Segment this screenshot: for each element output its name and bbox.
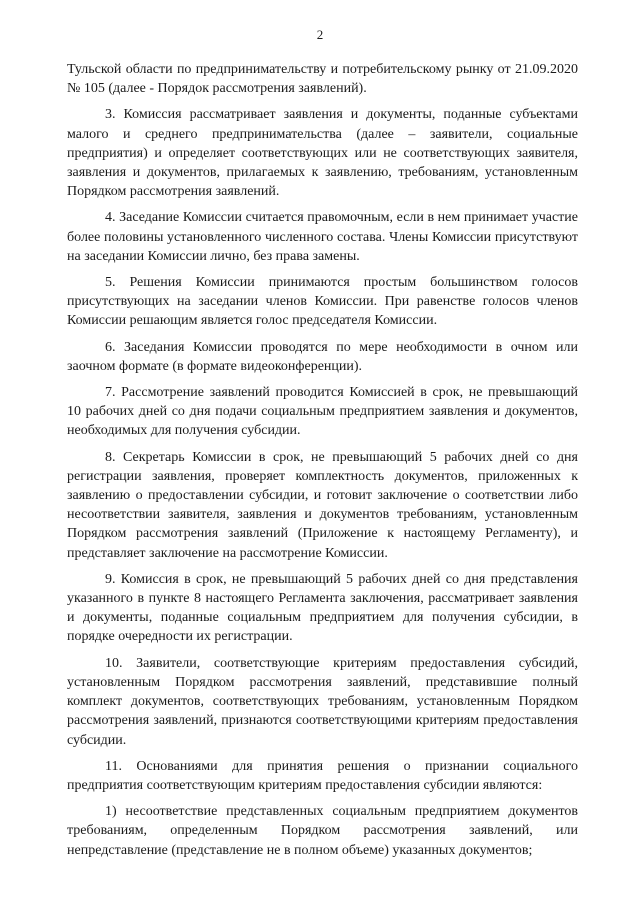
paragraph-7: 7. Рассмотрение заявлений проводится Комиссией в срок, не превышающий 10 рабочих дней со дня подачи социальным предприятием заявления и документов, необходимых для получения субсидии. [67, 385, 578, 439]
page-number: 2 [316, 27, 324, 42]
paragraph-11-item-1: 1) несоответствие представленных социальным предприятием документов требованиям, определенным Порядком рассмотрения заявлений, или непредставление (представление не в полном объеме) указанных документов; [67, 804, 578, 858]
document-body [67, 60, 578, 860]
paragraph-10: 10. Заявители, соответствующие критериям предоставления субсидий, установленным Порядком рассмотрения заявлений, представившие полный комплект документов, соответствующих требованиям, установленным Порядком рассмотрения заявлений, признаются соответствующими критериям предоставления субсидии. [67, 655, 578, 748]
paragraph-8: 8. Секретарь Комиссии в срок, не превышающий 5 рабочих дней со дня регистрации заявления, проверяет комплектность документов, приложенных к заявлению о предоставлении субсидии, и готовит заключение о соответствии либо несоответствии заявителя, заявления и документов требованиям, установленным Порядком рассмотрения заявлений (Приложение к настоящему Регламенту), и представляет заключение на рассмотрение Комиссии. [67, 449, 578, 561]
paragraph-3: 3. Комиссия рассматривает заявления и документы, поданные субъектами малого и среднего предпринимательства (далее – заявители, социальные предприятия) и определяет соответствующих или не соответствующих заявителя, заявления и документов, прилагаемых к заявлению, требованиям, установленным Порядком рассмотрения заявлений. [67, 107, 578, 200]
paragraph-continuation: Тульской области по предпринимательству и потребительскому рынку от 21.09.2020 № 105 (далее - Порядок рассмотрения заявлений). [67, 62, 578, 97]
paragraph-11: 11. Основаниями для принятия решения о признании социального предприятия соответствующим критериям предоставления субсидии являются: [67, 758, 578, 793]
paragraph-6: 6. Заседания Комиссии проводятся по мере необходимости в очном или заочном формате (в формате видеоконференции). [67, 339, 578, 374]
paragraph-9: 9. Комиссия в срок, не превышающий 5 рабочих дней со дня представления указанного в пункте 8 настоящего Регламента заключения, рассматривает заявления и документы, поданные социальным предприятием для получения субсидии, в порядке очередности их регистрации. [67, 571, 578, 645]
paragraph-5: 5. Решения Комиссии принимаются простым большинством голосов присутствующих на заседании членов Комиссии. При равенстве голосов членов Комиссии решающим является голос председателя Комиссии. [67, 275, 578, 329]
paragraph-4: 4. Заседание Комиссии считается правомочным, если в нем принимает участие более половины установленного численного состава. Члены Комиссии присутствуют на заседании Комиссии лично, без права замены. [67, 210, 578, 264]
